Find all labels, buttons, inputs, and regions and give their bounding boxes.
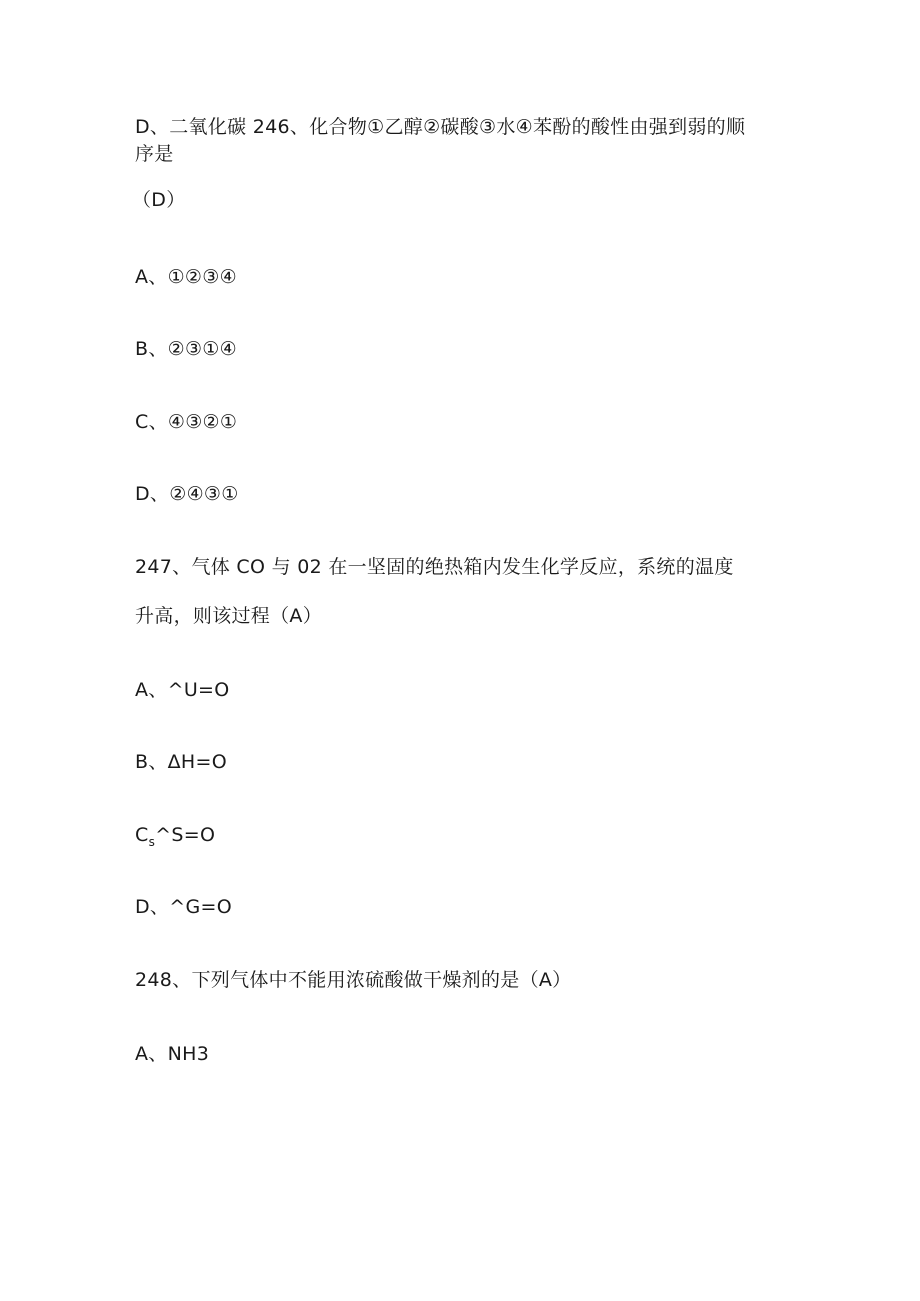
text-line-q246-stem-cont: 序是 [135,143,174,165]
text-line-q246-option-c: C、④③②① [135,411,238,433]
text-line-q247-option-c [135,823,215,849]
text-line-q246-option-b: B、②③①④ [135,338,237,360]
option-c-formula: ^S=O [155,824,216,846]
text-line-q247-option-b: B、ΔH=O [135,751,227,773]
option-c-subscript: s [148,835,156,849]
text-line-q247-stem-cont: 升高，则该过程（A） [135,605,322,627]
text-line-q247-option-a: A、^U=O [135,679,230,701]
option-c-letter: C [135,824,149,846]
text-line-q246-option-a: A、①②③④ [135,266,237,288]
text-line-q246-answer: （D） [132,189,186,211]
text-line-q246-stem: D、二氧化碳 246、化合物①乙醇②碳酸③水④苯酚的酸性由强到弱的顺 [135,116,746,138]
text-line-q248-option-a: A、NH3 [135,1043,210,1065]
text-line-q246-option-d: D、②④③① [135,483,239,505]
text-line-q247-stem: 247、气体 CO 与 02 在一坚固的绝热箱内发生化学反应，系统的温度 [135,556,734,578]
text-line-q248-stem: 248、下列气体中不能用浓硫酸做干燥剂的是（A） [135,969,572,991]
text-line-q247-option-d: D、^G=O [135,896,232,918]
